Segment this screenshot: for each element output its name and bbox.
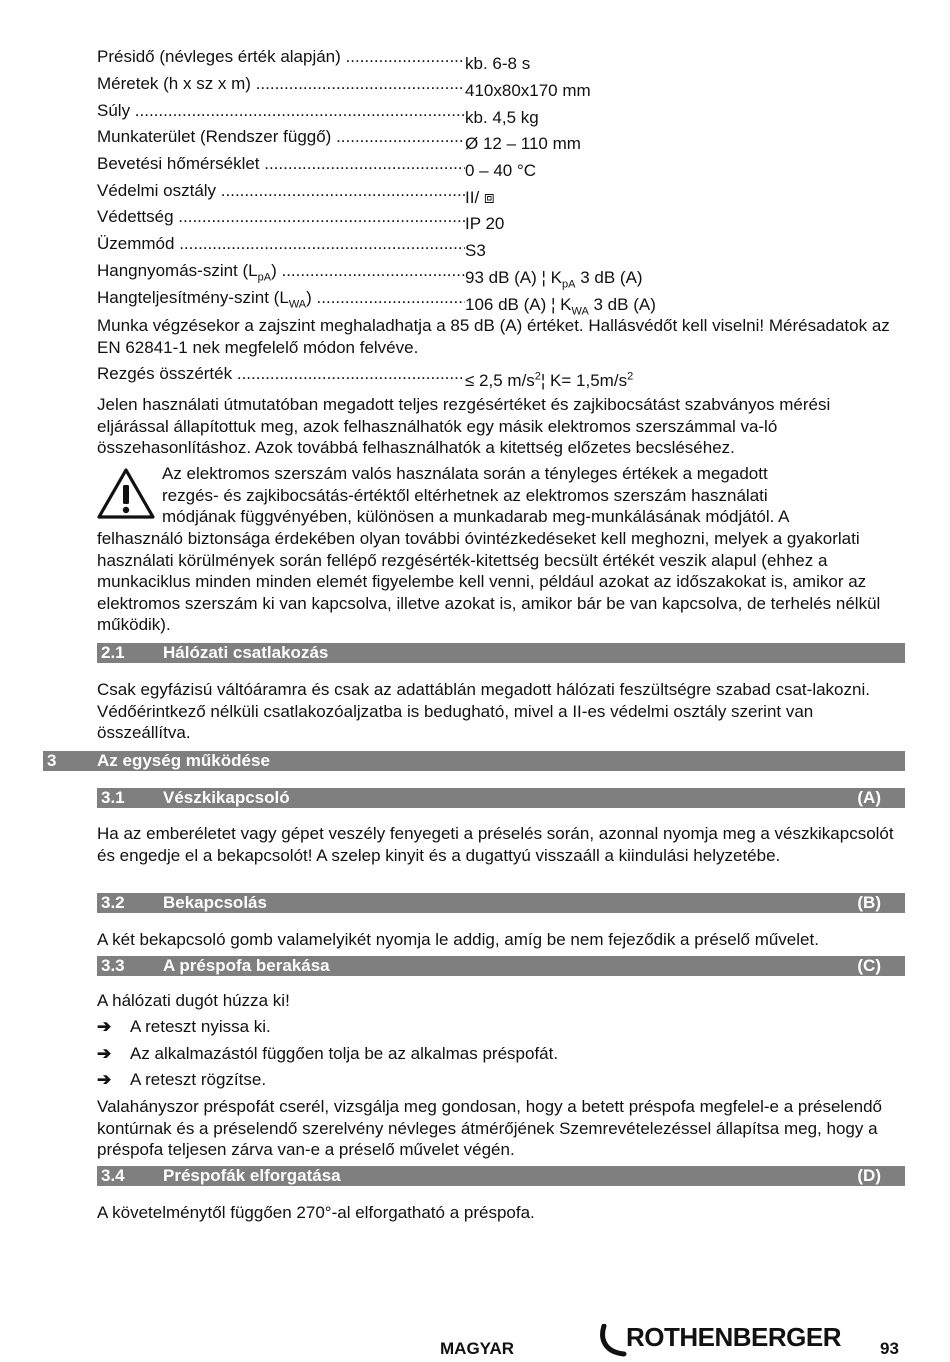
spec-label: Munkaterület (Rendszer függő) ..... (97, 125, 465, 149)
page-number: 93 (880, 1339, 899, 1358)
list-item-text: Az alkalmazástól függően tolja be az alkalmas préspofát. (130, 1044, 559, 1063)
vibration-paragraph: Jelen használati útmutatóban megadott teljes rezgésértéket és zajkibocsátást szabványos mérési eljárással állapítottuk meg, azok felhasználhatók egy másik elektromos szerszámmal va-ló összehasonlításhoz. Azok továbbá felhasználhatók a kitettség előzetes becsléséhez. (97, 395, 831, 458)
list-item-text: A reteszt nyissa ki. (130, 1017, 271, 1036)
spec-value: 0 – 40 °C (465, 161, 537, 180)
section-header-3-2 (97, 893, 905, 913)
sound-power-label (97, 286, 465, 310)
section-title: Hálózati csatlakozás (163, 643, 329, 662)
section-title: Az egység működése (97, 751, 270, 770)
spec-row (97, 205, 505, 233)
vibration-value (465, 369, 633, 393)
spec-label: Védelmi osztály ..... (97, 179, 465, 203)
logo-swoosh-icon (598, 1324, 628, 1358)
section-header-3-3 (97, 956, 905, 976)
list-item (97, 1042, 558, 1066)
sound-power-sub: WA (288, 298, 307, 310)
section-header-3-1 (97, 788, 905, 808)
brand-name: ROTHENBERGER (626, 1322, 842, 1352)
vibration-sup: 2 (534, 370, 541, 383)
sound-pressure-label (97, 259, 465, 283)
close-paren: ) (306, 288, 312, 307)
spec-label: Védettség ..... (97, 205, 465, 229)
spec-row (97, 99, 539, 127)
warning-line: módjának függvényében, különösen a munkadarab meg-munkálásának módjától. A (162, 507, 790, 527)
vibration-value-a: ≤ 2,5 m/s (465, 371, 535, 390)
sound-pressure-value-a: 93 dB (A) ¦ K (465, 268, 563, 287)
footer-language: MAGYAR (440, 1339, 514, 1358)
sound-power-text: Hangteljesítmény-szint (L (97, 288, 289, 307)
section-header-2-1 (97, 643, 905, 663)
section-number: 3.1 (101, 788, 125, 807)
arrow-icon: ➔ (97, 1017, 112, 1036)
spec-row (97, 152, 537, 180)
section-number: 3 (47, 751, 57, 770)
paragraph-2-1: Csak egyfázisú váltóáramra és csak az adattáblán megadott hálózati feszültségre szabad csat-lakozni. Védőérintkező nélküli csatlakozóaljzatba is bedugható, mivel a II-es védelmi osztály szerint van összeállítva. (97, 680, 870, 743)
figure-reference: (A) (857, 788, 881, 807)
section-title: Vészkikapcsoló (163, 788, 290, 807)
paragraph-3-3-intro: A hálózati dugót húzza ki! (97, 991, 290, 1010)
sound-power-value-a: 106 dB (A) ¦ K (465, 295, 572, 314)
paragraph-3-2: A két bekapcsoló gomb valamelyikét nyomja le addig, amíg be nem fejeződik a préselő művelet. (97, 930, 819, 949)
spec-row (97, 125, 581, 153)
sound-power-row (97, 286, 656, 318)
figure-reference: (C) (857, 956, 881, 975)
section-number: 2.1 (101, 643, 125, 662)
spec-label: Súly ..... (97, 99, 465, 123)
spec-value: S3 (465, 241, 486, 260)
arrow-icon: ➔ (97, 1070, 112, 1089)
vibration-sup: 2 (627, 370, 634, 383)
close-paren: ) (271, 261, 277, 280)
section-number: 3.2 (101, 893, 125, 912)
section-title: Préspofák elforgatása (163, 1166, 341, 1185)
spec-value: 410x80x170 mm (465, 81, 591, 100)
spec-value: IP 20 (465, 214, 505, 233)
arrow-icon: ➔ (97, 1044, 112, 1063)
noise-note: Munka végzésekor a zajszint meghaladhatja a 85 dB (A) értéket. Hallásvédőt kell viselni! Mérésadatok az EN 62841-1 nek megfelelő módon felvéve. (97, 316, 890, 357)
section-header-3-4 (97, 1166, 905, 1186)
spec-label: Üzemmód ..... (97, 232, 465, 256)
spec-label: Méretek (h x sz x m) ..... (97, 72, 465, 96)
brand-logo (598, 1322, 848, 1360)
spec-row (97, 232, 486, 260)
vibration-label: Rezgés összérték ..... (97, 362, 465, 386)
warning-icon (96, 466, 156, 521)
spec-label: Présidő (névleges érték alapján) ..... (97, 45, 465, 69)
sound-pressure-row (97, 259, 643, 291)
warning-line: Az elektromos szerszám valós használata során a tényleges értékek a megadott (162, 464, 768, 483)
sound-power-value (465, 293, 656, 317)
section-title: Bekapcsolás (163, 893, 267, 912)
sound-power-value-sub: WA (571, 305, 589, 318)
section-title: A préspofa berakása (163, 956, 330, 975)
vibration-value-b: ¦ K= 1,5m/s (540, 371, 628, 390)
spec-row (97, 179, 495, 207)
spec-value: kb. 4,5 kg (465, 108, 539, 127)
figure-reference: (D) (857, 1166, 881, 1185)
warning-rest: felhasználó biztonsága érdekében olyan további óvintézkedéseket kell meghozni, melyek a gyakorlati használati körülmények során fellépő rezgésérték-kitettség becsült értékét veszik alapul (ehhez a munkaciklus minden minden elemét figyelembe kell venni, például azokat az időszakokat is, amikor az elektromos szerszám ki van kapcsolva, illetve azokat is, amikor bár be van kapcsolva, de terhelés nélkül működik). (97, 529, 881, 635)
sound-power-value-b: 3 dB (A) (588, 295, 656, 314)
figure-reference: (B) (857, 893, 881, 912)
vibration-row (97, 362, 634, 390)
sound-pressure-sub: pA (257, 271, 272, 283)
spec-value: kb. 6-8 s (465, 54, 531, 73)
section-header-3 (43, 751, 905, 771)
list-item (97, 1068, 266, 1092)
warning-line: rezgés- és zajkibocsátás-értéktől eltérhetnek az elektromos szerszám használati (162, 485, 768, 505)
spec-value: Ø 12 – 110 mm (465, 134, 581, 153)
warning-lines (162, 463, 790, 528)
paragraph-3-3-end: Valahányszor préspofát cserél, vizsgálja meg gondosan, hogy a betett préspofa megfelel-e a préselendő kontúrnak és a préselendő szerelvény névleges átmérőjének Szemrevételezéssel állapítsa meg, hogy a préspofa teljesen zárva van-e a préselő művelet végén. (97, 1097, 882, 1160)
spec-row (97, 72, 591, 100)
spec-value: II/ ⧈ (465, 188, 495, 207)
section-number: 3.3 (101, 956, 125, 975)
list-item (97, 1015, 271, 1039)
sound-pressure-value-b: 3 dB (A) (575, 268, 643, 287)
spec-row (97, 45, 531, 73)
paragraph-3-1: Ha az emberéletet vagy gépet veszély fenyegeti a préselés során, azonnal nyomja meg a vészkikapcsolót és engedje el a bekapcsolót! A szelep kinyit és a dugattyú visszaáll a kiindulási helyzetébe. (97, 824, 894, 865)
paragraph-3-4: A követelménytől függően 270°-al elforgatható a préspofa. (97, 1203, 535, 1222)
spec-label: Bevetési hőmérséklet ..... (97, 152, 465, 176)
sound-pressure-value-sub: pA (562, 278, 576, 291)
list-item-text: A reteszt rögzítse. (130, 1070, 267, 1089)
sound-pressure-text: Hangnyomás-szint (L (97, 261, 258, 280)
section-number: 3.4 (101, 1166, 125, 1185)
